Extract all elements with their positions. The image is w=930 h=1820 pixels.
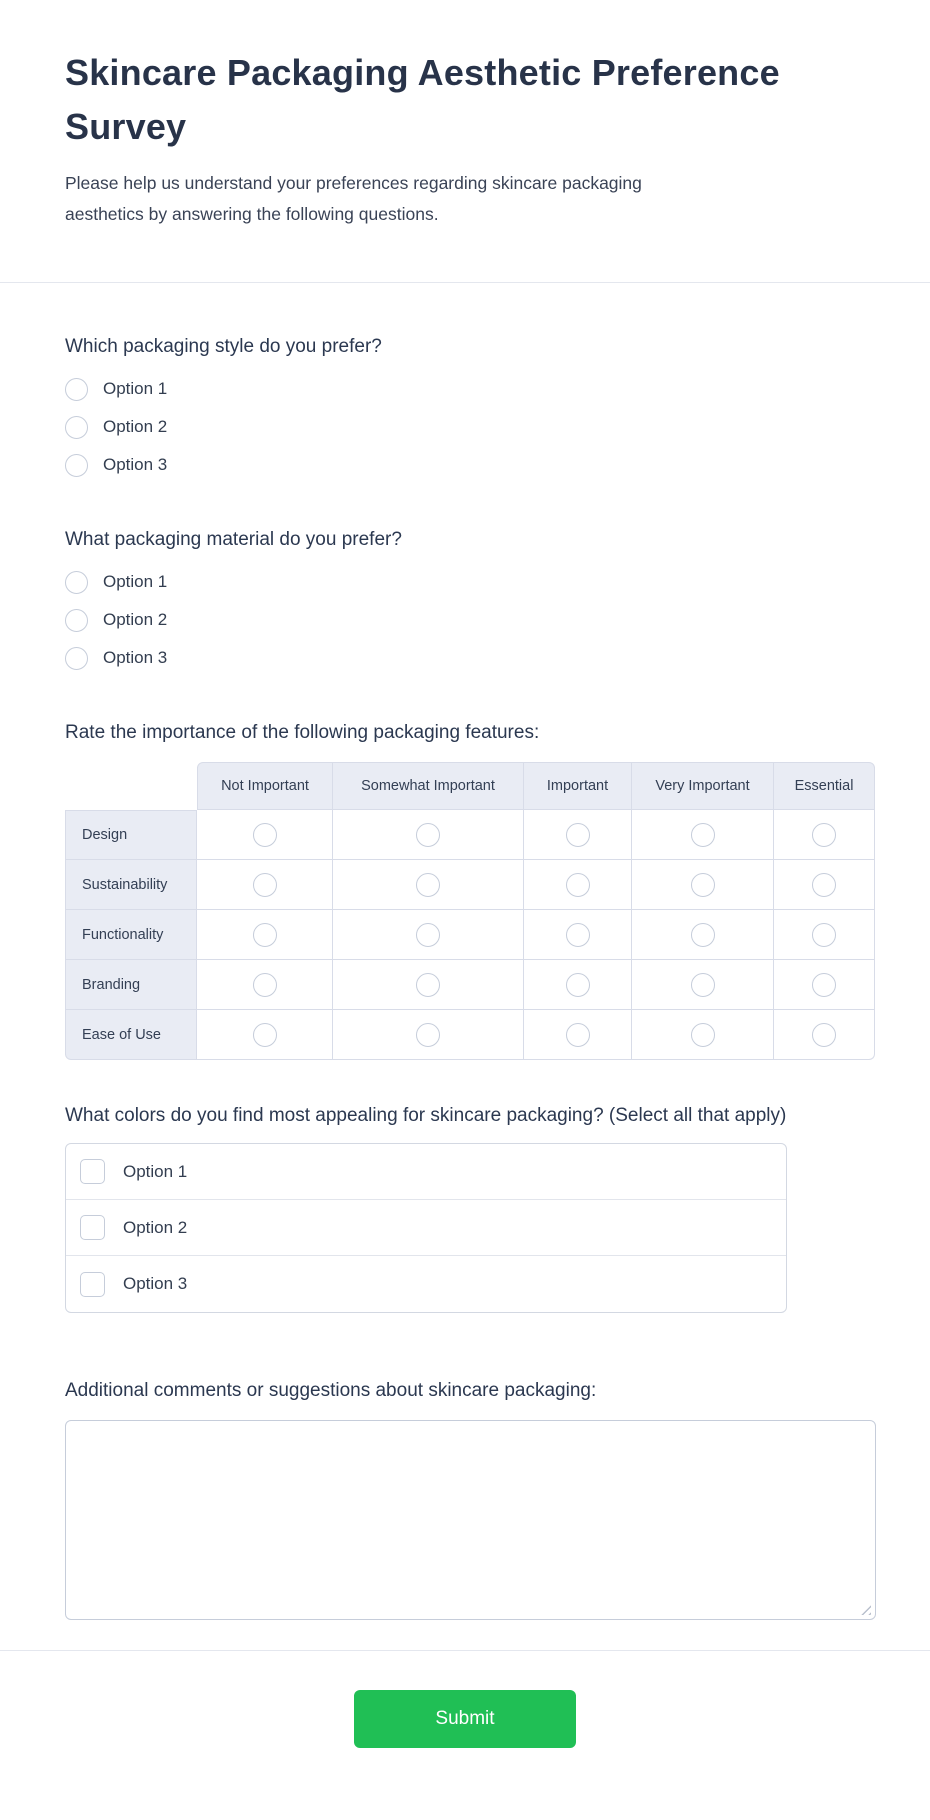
- radio-option-label: Option 2: [103, 610, 168, 629]
- radio-icon[interactable]: [566, 923, 590, 947]
- matrix-cell-branding-important[interactable]: [524, 960, 632, 1010]
- matrix-cell-sustainability-somewhat-important[interactable]: [333, 860, 524, 910]
- header-divider: [0, 282, 930, 283]
- matrix-cell-functionality-somewhat-important[interactable]: [333, 910, 524, 960]
- checkbox-icon[interactable]: [80, 1215, 105, 1240]
- comments-textarea[interactable]: [65, 1420, 876, 1620]
- checkbox-option[interactable]: [66, 1144, 786, 1200]
- question-label: Rate the importance of the following packaging features:: [65, 722, 540, 743]
- importance-matrix-table: [65, 762, 875, 1060]
- matrix-cell-design-somewhat-important[interactable]: [333, 810, 524, 860]
- radio-icon[interactable]: [812, 823, 836, 847]
- matrix-row-label: Ease of Use: [65, 1010, 197, 1060]
- survey-footer: [0, 1651, 930, 1798]
- question-appealing-colors: [65, 1102, 876, 1313]
- checkbox-option-label: Option 3: [123, 1274, 188, 1293]
- radio-icon[interactable]: [812, 1023, 836, 1047]
- radio-option[interactable]: [65, 563, 876, 601]
- matrix-column-header: Important: [524, 762, 632, 810]
- radio-option[interactable]: [65, 370, 876, 408]
- radio-icon[interactable]: [65, 416, 88, 439]
- matrix-row-label: Branding: [65, 960, 197, 1010]
- matrix-cell-branding-essential[interactable]: [774, 960, 875, 1010]
- question-additional-comments: [65, 1377, 876, 1620]
- matrix-cell-design-not-important[interactable]: [197, 810, 333, 860]
- radio-icon[interactable]: [691, 923, 715, 947]
- checkbox-icon[interactable]: [80, 1159, 105, 1184]
- checkbox-option-label: Option 2: [123, 1217, 188, 1237]
- matrix-cell-ease-of-use-somewhat-important[interactable]: [333, 1010, 524, 1060]
- matrix-column-header: Very Important: [632, 762, 774, 810]
- radio-icon[interactable]: [691, 973, 715, 997]
- matrix-cell-design-essential[interactable]: [774, 810, 875, 860]
- radio-icon[interactable]: [691, 823, 715, 847]
- checkbox-option[interactable]: [66, 1256, 786, 1312]
- survey-body: [0, 333, 930, 1620]
- checkbox-icon[interactable]: [80, 1272, 105, 1297]
- radio-option[interactable]: [65, 639, 876, 677]
- radio-icon[interactable]: [416, 973, 440, 997]
- question-packaging-style: [65, 333, 876, 484]
- comments-textarea-wrap: [65, 1420, 876, 1620]
- question-packaging-material: [65, 526, 876, 677]
- radio-icon[interactable]: [691, 1023, 715, 1047]
- matrix-cell-functionality-very-important[interactable]: [632, 910, 774, 960]
- question-label: Additional comments or suggestions about skincare packaging:: [65, 1380, 597, 1401]
- radio-icon[interactable]: [416, 1023, 440, 1047]
- radio-icon[interactable]: [253, 873, 277, 897]
- matrix-row-label: Design: [65, 810, 197, 860]
- radio-icon[interactable]: [812, 973, 836, 997]
- checkbox-option-label: Option 1: [123, 1161, 188, 1181]
- radio-option-label: Option 1: [103, 379, 168, 398]
- question-label: What packaging material do you prefer?: [65, 529, 402, 550]
- radio-icon[interactable]: [691, 873, 715, 897]
- matrix-cell-functionality-not-important[interactable]: [197, 910, 333, 960]
- radio-icon[interactable]: [65, 609, 88, 632]
- matrix-cell-functionality-important[interactable]: [524, 910, 632, 960]
- survey-header: [0, 0, 930, 230]
- radio-option[interactable]: [65, 408, 876, 446]
- matrix-cell-sustainability-important[interactable]: [524, 860, 632, 910]
- page-description: Please help us understand your preferences regarding skincare packaging aesthetics by answering the following questions.: [65, 173, 642, 224]
- radio-icon[interactable]: [566, 823, 590, 847]
- radio-icon[interactable]: [253, 1023, 277, 1047]
- radio-icon[interactable]: [812, 923, 836, 947]
- matrix-cell-sustainability-not-important[interactable]: [197, 860, 333, 910]
- page-title: Skincare Packaging Aesthetic Preference Survey: [65, 52, 780, 147]
- radio-icon[interactable]: [566, 973, 590, 997]
- checkbox-option[interactable]: [66, 1200, 786, 1256]
- matrix-cell-design-important[interactable]: [524, 810, 632, 860]
- matrix-column-header: Not Important: [197, 762, 333, 810]
- matrix-row-label: Functionality: [65, 910, 197, 960]
- radio-icon[interactable]: [253, 823, 277, 847]
- radio-icon[interactable]: [65, 454, 88, 477]
- radio-icon[interactable]: [253, 973, 277, 997]
- matrix-column-header: Essential: [774, 762, 875, 810]
- radio-option-label: Option 2: [103, 417, 168, 436]
- checkbox-list: [65, 1143, 787, 1313]
- matrix-cell-functionality-essential[interactable]: [774, 910, 875, 960]
- matrix-cell-sustainability-very-important[interactable]: [632, 860, 774, 910]
- radio-icon[interactable]: [416, 823, 440, 847]
- submit-button[interactable]: Submit: [354, 1690, 576, 1748]
- radio-option[interactable]: [65, 601, 876, 639]
- matrix-cell-design-very-important[interactable]: [632, 810, 774, 860]
- radio-icon[interactable]: [65, 571, 88, 594]
- matrix-cell-branding-somewhat-important[interactable]: [333, 960, 524, 1010]
- matrix-cell-branding-very-important[interactable]: [632, 960, 774, 1010]
- radio-icon[interactable]: [566, 1023, 590, 1047]
- radio-icon[interactable]: [416, 923, 440, 947]
- matrix-cell-ease-of-use-very-important[interactable]: [632, 1010, 774, 1060]
- matrix-cell-ease-of-use-not-important[interactable]: [197, 1010, 333, 1060]
- radio-option[interactable]: [65, 446, 876, 484]
- matrix-cell-ease-of-use-essential[interactable]: [774, 1010, 875, 1060]
- matrix-corner-cell: [65, 762, 197, 810]
- radio-icon[interactable]: [566, 873, 590, 897]
- matrix-cell-branding-not-important[interactable]: [197, 960, 333, 1010]
- matrix-cell-sustainability-essential[interactable]: [774, 860, 875, 910]
- radio-icon[interactable]: [65, 647, 88, 670]
- radio-icon[interactable]: [416, 873, 440, 897]
- radio-icon[interactable]: [65, 378, 88, 401]
- matrix-cell-ease-of-use-important[interactable]: [524, 1010, 632, 1060]
- radio-icon[interactable]: [253, 923, 277, 947]
- radio-option-label: Option 1: [103, 572, 168, 591]
- matrix-row-label: Sustainability: [65, 860, 197, 910]
- question-label: What colors do you find most appealing for skincare packaging? (Select all that apply): [65, 1105, 787, 1126]
- radio-icon[interactable]: [812, 873, 836, 897]
- question-label: Which packaging style do you prefer?: [65, 336, 382, 357]
- question-feature-importance: [65, 719, 876, 1060]
- radio-option-label: Option 3: [103, 455, 168, 474]
- radio-option-label: Option 3: [103, 648, 168, 667]
- matrix-column-header: Somewhat Important: [333, 762, 524, 810]
